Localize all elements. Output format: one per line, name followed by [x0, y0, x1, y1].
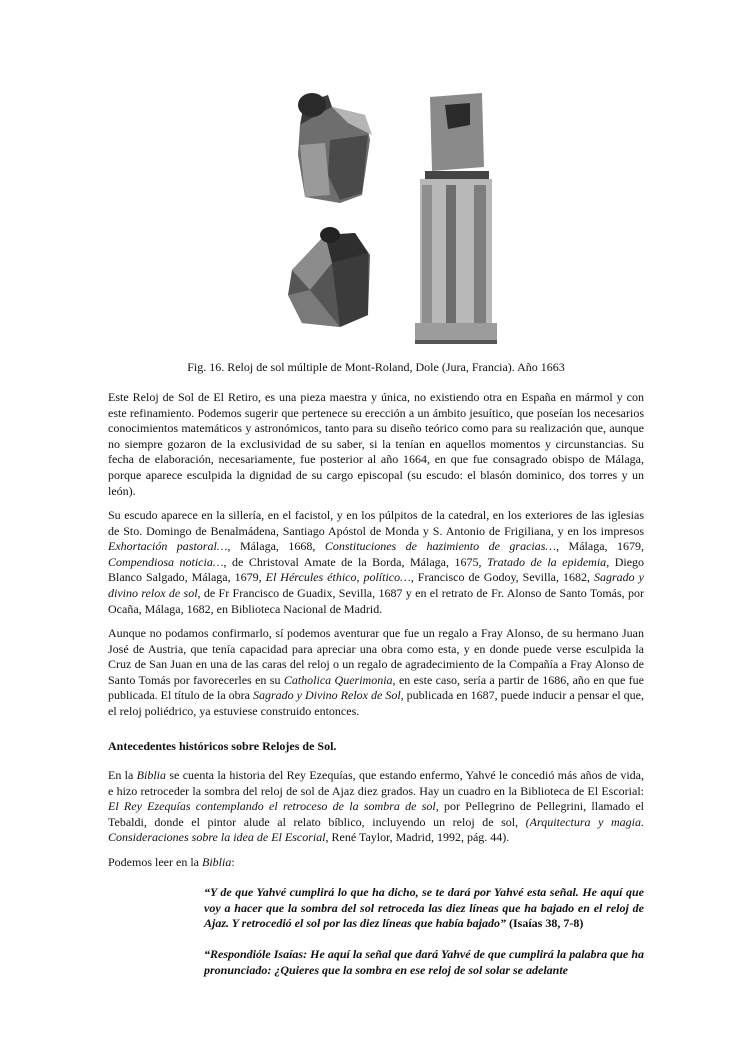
text-run: :	[231, 855, 235, 869]
text-run: en este caso, sería a partir de 1686, año en que fue publicada. El título de la obra	[108, 672, 645, 703]
text-run: Podemos leer en la	[108, 855, 202, 869]
sundial-piece-top-left	[298, 93, 372, 203]
book-title: Biblia	[136, 768, 167, 782]
text-run: , Diego Blanco Salgado, Málaga, 1679,	[108, 554, 645, 585]
paragraph-reloj-retiro: Este Reloj de Sol de El Retiro, es una pieza maestra y única, no existiendo otra en España en mármol y con este refinamiento. Podemos sugerir que pertenece su erección a un ámbito jesuítico, que poseían los necesarios conocimientos matemáticos y astronómicos, tanto para su diseño teórico como para su realización que, aunque no siempre gozaron de la exclusividad de su saber, si la tenían en aquellos momentos y circunstancias. Su fecha de elaboración, necesariamente, fue posterior al año 1664, en que fue consagrado obispo de Málaga, porque aparece esculpida la dignidad de su cargo episcopal (su escudo: el blasón dominico, dos torres y un león).	[108, 390, 644, 498]
text-run: por Pellegrino de Pellegrini, llamado el Tebaldi, donde el pintor alude al relato bíblico, incluyendo un reloj de sol,	[108, 799, 644, 829]
paragraph-regalo	[108, 626, 644, 720]
quote-text: “Respondióle Isaías: He aquí la señal que dará Yahvé de que cumplirá la palabra que ha pronunciado: ¿Quieres que la sombra en ese reloj de sol solar se adelante	[204, 947, 644, 977]
sundial-figure	[270, 85, 500, 347]
book-title: Sagrado y divino relox de sol	[108, 570, 644, 600]
paragraph-leer	[108, 855, 644, 871]
section-heading: Antecedentes históricos sobre Relojes de Sol.	[108, 739, 337, 753]
text-run: , Francisco de Godoy, Sevilla, 1682,	[410, 570, 594, 585]
paragraph-escudo	[108, 508, 644, 617]
book-title: Tratado de la epidemia	[487, 554, 607, 569]
paragraph-biblia	[108, 768, 644, 846]
text-run: se cuenta la historia del Rey Ezequías, que estando enfermo, Yahvé le concedió más años de vida, e hizo retroceder la sombra del reloj de sol de Ajaz diez grados. Hay un cuadro en la Biblioteca de El Escorial:	[108, 768, 644, 798]
book-title: Compendiosa noticia…	[108, 554, 224, 569]
text-run: , publicada en 1687, puede inducir a pensar el que, el reloj poliédrico, ya estuviese construido entonces.	[108, 688, 644, 718]
bible-quote-1	[204, 885, 644, 932]
book-title: Catholica Querimonia,	[283, 672, 396, 687]
figure-caption: Fig. 16. Reloj de sol múltiple de Mont-Roland, Dole (Jura, Francia). Año 1663	[187, 360, 565, 374]
text-run: Su escudo aparece en la sillería, en el facistol, y en los púlpitos de la catedral, en los exteriores de las iglesias de Sto. Domingo de Benalmádena, Santiago Apóstol de Monda y S. Antonio de Frigiliana, y en los impresos	[108, 508, 644, 538]
text-run: , de Fr Francisco de Guadix, Sevilla, 1687 y en el retrato de Fr. Alonso de Santo Tomás, por Ocaña, Málaga, 1682, en Biblioteca Nacional de Madrid.	[108, 585, 644, 616]
book-title: Biblia	[201, 855, 232, 869]
text-run: , René Taylor, Madrid, 1992, pág. 44).	[325, 830, 510, 845]
text-run: , Málaga, 1679,	[556, 539, 645, 554]
artwork-title: El Rey Ezequías contemplando el retroceso de la sombra de sol,	[108, 799, 439, 814]
sundial-piece-bottom-left	[288, 227, 370, 327]
quote-text: “Y de que Yahvé cumplirá lo que ha dicho, se te dará por Yahvé esta señal. He aquí que voy a hacer que la sombra del sol retroceda las diez líneas que ha bajado en el reloj de Ajaz. Y retrocedió el sol por las diez líneas que había bajado”	[204, 885, 644, 931]
sundial-column	[415, 93, 497, 344]
book-title: Exhortación pastoral…	[108, 539, 228, 554]
sundial-photos	[270, 85, 500, 347]
book-title: Sagrado y Divino Relox de Sol	[253, 688, 401, 703]
book-title: Constituciones de hazimiento de gracias…	[324, 539, 557, 554]
book-title: (Arquitectura y magia. Consideraciones sobre la idea de El Escorial	[108, 814, 644, 845]
text-run: , de Christoval Amate de la Borda, Málaga, 1675,	[223, 554, 487, 569]
quote-reference: (Isaías 38, 7-8)	[506, 916, 584, 931]
book-title: El Hércules éthico, político…	[265, 570, 411, 585]
bible-quote-2	[204, 947, 644, 978]
text-run: Aunque no podamos confirmarlo, sí podemos aventurar que fue un regalo a Fray Alonso, de su hermano Juan José de Austria, que tenía capacidad para apreciar una obra como esta, y en donde puede verse esculpida la Cruz de San Juan en una de las caras del reloj o un regalo de agradecimiento de la Compañía a Fray Alonso de Santo Tomás por favorecerles en su	[108, 626, 644, 687]
text-run: , Málaga, 1668,	[227, 539, 325, 554]
text-run: En la	[108, 768, 137, 782]
